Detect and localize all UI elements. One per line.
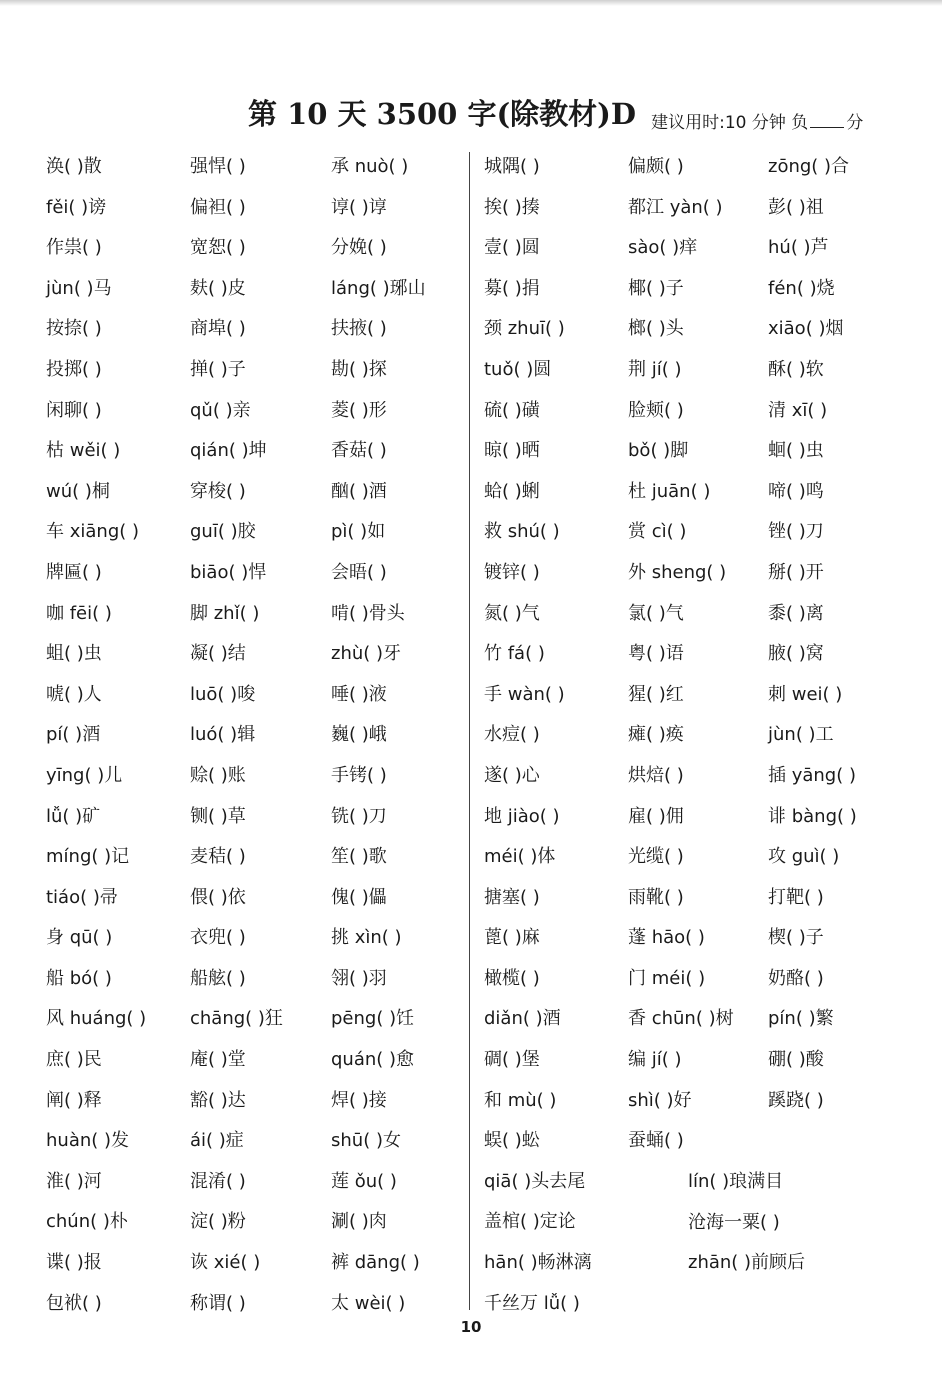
exercise-item: 豁( )达 <box>190 1089 246 1111</box>
exercise-item: pēng( )饪 <box>331 1008 415 1030</box>
exercise-item: 穿梭( ) <box>190 480 246 502</box>
exercise-item: 唬( )人 <box>46 683 102 705</box>
exercise-item: chāng( )狂 <box>190 1008 283 1030</box>
exercise-item: 搪塞( ) <box>484 886 540 908</box>
exercise-item: 光缆( ) <box>628 846 684 868</box>
column-6 <box>768 147 857 1121</box>
exercise-item: 裤 dāng( ) <box>331 1252 420 1274</box>
exercise-item: 蛆( )虫 <box>46 643 102 665</box>
exercise-item: sào( )痒 <box>628 237 698 259</box>
exercise-item: 手 wàn( ) <box>484 683 565 705</box>
exercise-item: 烘焙( ) <box>628 764 684 786</box>
exercise-item: 赊( )账 <box>190 764 246 786</box>
exercise-item: hān( )畅淋漓 <box>484 1252 592 1274</box>
exercise-item: chún( )朴 <box>46 1211 128 1233</box>
exercise-item: 偎( )依 <box>190 886 246 908</box>
exercise-item: 榔( )头 <box>628 318 684 340</box>
page-header <box>248 92 938 132</box>
exercise-item: 淮( )河 <box>46 1170 102 1192</box>
exercise-item: 蓬 hāo( ) <box>628 927 705 949</box>
exercise-item: 镀锌( ) <box>484 561 540 583</box>
exercise-item: 焊( )接 <box>331 1089 387 1111</box>
exercise-item: 分娩( ) <box>331 237 387 259</box>
exercise-item: 橄榄( ) <box>484 967 540 989</box>
exercise-item: 衣兜( ) <box>190 927 246 949</box>
exercise-item: 淀( )粉 <box>190 1211 246 1233</box>
exercise-item: 蹊跷( ) <box>768 1089 824 1111</box>
exercise-item: 挑 xìn( ) <box>331 927 402 949</box>
exercise-item: 颈 zhuī( ) <box>484 318 565 340</box>
exercise-item: 风 huáng( ) <box>46 1008 147 1030</box>
exercise-item: 扶掖( ) <box>331 318 387 340</box>
exercise-item: 彭( )祖 <box>768 196 824 218</box>
exercise-item: 手铐( ) <box>331 764 387 786</box>
exercise-item: qián( )坤 <box>190 440 267 462</box>
exercise-item: 会晤( ) <box>331 561 387 583</box>
exercise-item: 蛔( )虫 <box>768 440 824 462</box>
exercise-item: 蛤( )蜊 <box>484 480 540 502</box>
exercise-item: tiáo( )帚 <box>46 886 118 908</box>
exercise-item: 杜 juān( ) <box>628 480 711 502</box>
exercise-item: 称谓( ) <box>190 1292 246 1314</box>
exercise-item: 城隅( ) <box>484 156 540 177</box>
exercise-item: 猩( )红 <box>628 683 684 705</box>
exercise-item: 晾( )晒 <box>484 440 540 462</box>
column-3 <box>331 147 426 1324</box>
exercise-item: zōng( )合 <box>768 156 850 177</box>
exercise-item: 插 yāng( ) <box>768 764 857 786</box>
exercise-item: pín( )繁 <box>768 1008 834 1030</box>
exercise-item: 咖 fēi( ) <box>46 602 112 624</box>
exercise-item: 谆( )谆 <box>331 196 387 218</box>
exercise-item: 混淆( ) <box>190 1170 246 1192</box>
exercise-item: 阐( )释 <box>46 1089 102 1111</box>
exercise-item: 水痘( ) <box>484 724 540 746</box>
exercise-item: 挨( )揍 <box>484 196 540 218</box>
exercise-item: 莲 ǒu( ) <box>331 1170 397 1192</box>
column-divider <box>469 152 470 1310</box>
exercise-item: 巍( )峨 <box>331 724 387 746</box>
exercise-item: guī( )胶 <box>190 521 256 543</box>
exercise-item: xiāo( )烟 <box>768 318 844 340</box>
exercise-item: 涣( )散 <box>46 156 102 177</box>
exercise-item: 车 xiāng( ) <box>46 521 140 543</box>
exercise-item: wú( )桐 <box>46 480 110 502</box>
exercise-item: huàn( )发 <box>46 1130 130 1152</box>
score-blank[interactable] <box>810 113 844 128</box>
column-5 <box>628 147 734 1162</box>
exercise-item: 编 jí( ) <box>628 1049 682 1071</box>
exercise-item: 酥( )软 <box>768 358 824 380</box>
exercise-item: 酗( )酒 <box>331 480 387 502</box>
exercise-item: 麸( )皮 <box>190 277 246 299</box>
exercise-item: 承 nuò( ) <box>331 156 409 177</box>
exercise-item: 香 chūn( )树 <box>628 1008 734 1030</box>
exercise-item: yīng( )儿 <box>46 764 123 786</box>
exercise-item: 翎( )羽 <box>331 967 387 989</box>
idiom-item: lín( )琅满目 <box>688 1171 784 1192</box>
exercise-item: 椰( )子 <box>628 277 684 299</box>
exercise-item: 脚 zhǐ( ) <box>190 602 260 624</box>
exercise-item: 谍( )报 <box>46 1252 102 1274</box>
exercise-item: 门 méi( ) <box>628 967 706 989</box>
time-suggestion <box>651 113 863 133</box>
exercise-item: míng( )记 <box>46 846 130 868</box>
exercise-item: ái( )症 <box>190 1130 244 1152</box>
exercise-item: 笙( )歌 <box>331 846 387 868</box>
exercise-item: 锉( )刀 <box>768 521 824 543</box>
exercise-item: fěi( )谤 <box>46 196 107 218</box>
idiom-item: zhān( )前顾后 <box>688 1252 806 1273</box>
exercise-item: 壹( )圆 <box>484 237 540 259</box>
exercise-item: 雨靴( ) <box>628 886 684 908</box>
exercise-item: 盖棺( )定论 <box>484 1211 576 1233</box>
exercise-item: pí( )酒 <box>46 724 101 746</box>
exercise-item: 都江 yàn( ) <box>628 196 723 218</box>
exercise-item: 麦秸( ) <box>190 846 246 868</box>
exercise-item: láng( )琊山 <box>331 277 426 299</box>
exercise-item: 打靶( ) <box>768 886 824 908</box>
exercise-item: 氮( )气 <box>484 602 540 624</box>
exercise-item: 竹 fá( ) <box>484 643 545 665</box>
exercise-item: 外 sheng( ) <box>628 561 727 583</box>
exercise-item: 宽恕( ) <box>190 237 246 259</box>
page-number: 10 <box>460 1318 482 1336</box>
exercise-item: 清 xī( ) <box>768 399 828 421</box>
exercise-item: 瘫( )痪 <box>628 724 684 746</box>
exercise-item: 掸( )子 <box>190 358 246 380</box>
exercise-item: 太 wèi( ) <box>331 1292 406 1314</box>
exercise-item: 啃( )骨头 <box>331 602 405 624</box>
exercise-item: 作祟( ) <box>46 237 102 259</box>
exercise-item: 诽 bàng( ) <box>768 805 857 827</box>
exercise-item: 唾( )液 <box>331 683 387 705</box>
exercise-item: diǎn( )酒 <box>484 1008 561 1030</box>
idiom-item: 沧海一粟( ) <box>688 1212 780 1233</box>
exercise-item: 诙 xié( ) <box>190 1252 261 1274</box>
exercise-item: 碉( )堡 <box>484 1049 540 1071</box>
exercise-item: 蚕蛹( ) <box>628 1130 684 1152</box>
suggestion-text: 建议用时:10 分钟 负 <box>651 113 809 133</box>
exercise-item: 蓖( )麻 <box>484 927 540 949</box>
exercise-item: 枯 wěi( ) <box>46 440 121 462</box>
exercise-item: quán( )愈 <box>331 1049 415 1071</box>
exercise-item: 按捺( ) <box>46 318 102 340</box>
column-2 <box>190 147 283 1324</box>
exercise-item: 强悍( ) <box>190 156 246 177</box>
exercise-item: 涮( )肉 <box>331 1211 387 1233</box>
exercise-item: 粤( )语 <box>628 643 684 665</box>
exercise-item: luō( )唆 <box>190 683 256 705</box>
exercise-item: 庶( )民 <box>46 1049 102 1071</box>
exercise-item: 闲聊( ) <box>46 399 102 421</box>
exercise-item: 黍( )离 <box>768 602 824 624</box>
exercise-item: biāo( )悍 <box>190 561 267 583</box>
exercise-item: 荆 jí( ) <box>628 358 682 380</box>
score-suffix: 分 <box>846 113 864 133</box>
exercise-item: 硼( )酸 <box>768 1049 824 1071</box>
exercise-item: 脸颊( ) <box>628 399 684 421</box>
exercise-item: 投掷( ) <box>46 358 102 380</box>
exercise-item: 氯( )气 <box>628 602 684 624</box>
exercise-item: 香菇( ) <box>331 440 387 462</box>
exercise-item: jùn( )工 <box>768 724 834 746</box>
top-edge-shadow <box>0 0 942 6</box>
exercise-item: 偏袒( ) <box>190 196 246 218</box>
exercise-item: 刺 wei( ) <box>768 683 843 705</box>
exercise-item: 船 bó( ) <box>46 967 112 989</box>
exercise-item: 赏 cì( ) <box>628 521 687 543</box>
exercise-item: 包袱( ) <box>46 1292 102 1314</box>
exercise-item: 攻 guì( ) <box>768 846 840 868</box>
exercise-item: zhù( )牙 <box>331 643 402 665</box>
exercise-item: 身 qū( ) <box>46 927 113 949</box>
exercise-item: 腋( )窝 <box>768 643 824 665</box>
exercise-item: qǔ( )亲 <box>190 399 251 421</box>
exercise-item: 菱( )形 <box>331 399 387 421</box>
exercise-item: 啼( )鸣 <box>768 480 824 502</box>
exercise-item: hú( )芦 <box>768 237 829 259</box>
exercise-item: shì( )好 <box>628 1089 692 1111</box>
exercise-item: 千丝万 lǚ( ) <box>484 1292 580 1314</box>
exercise-item: 蜈( )蚣 <box>484 1130 540 1152</box>
exercise-item: shū( )女 <box>331 1130 401 1152</box>
exercise-item: 和 mù( ) <box>484 1089 557 1111</box>
exercise-item: 勘( )探 <box>331 358 387 380</box>
exercise-item: 商埠( ) <box>190 318 246 340</box>
exercise-item: pì( )如 <box>331 521 386 543</box>
exercise-item: 铡( )草 <box>190 805 246 827</box>
exercise-item: lǚ( )矿 <box>46 805 101 827</box>
exercise-item: 雇( )佣 <box>628 805 684 827</box>
exercise-item: 傀( )儡 <box>331 886 387 908</box>
exercise-item: 募( )捐 <box>484 277 540 299</box>
exercise-item: 凝( )结 <box>190 643 246 665</box>
exercise-item: 地 jiào( ) <box>484 805 560 827</box>
exercise-item: 偏颇( ) <box>628 156 684 177</box>
exercise-item: fén( )烧 <box>768 277 835 299</box>
exercise-item: 船舷( ) <box>190 967 246 989</box>
exercise-item: 遂( )心 <box>484 764 540 786</box>
exercise-item: tuǒ( )圆 <box>484 358 552 380</box>
exercise-item: 铣( )刀 <box>331 805 387 827</box>
column-1 <box>46 147 146 1324</box>
exercise-item: 硫( )磺 <box>484 399 540 421</box>
exercise-item: luó( )辑 <box>190 724 256 746</box>
exercise-item: 楔( )子 <box>768 927 824 949</box>
exercise-item: méi( )体 <box>484 846 556 868</box>
exercise-item: 奶酪( ) <box>768 967 824 989</box>
exercise-item: 庵( )堂 <box>190 1049 246 1071</box>
exercise-item: 救 shú( ) <box>484 521 560 543</box>
exercise-item: 掰( )开 <box>768 561 824 583</box>
exercise-item: 牌匾( ) <box>46 561 102 583</box>
exercise-item: qiā( )头去尾 <box>484 1170 586 1192</box>
exercise-item: bǒ( )脚 <box>628 440 689 462</box>
page-title: 第 10 天 3500 字(除教材)D <box>248 97 637 131</box>
exercise-item: jùn( )马 <box>46 277 112 299</box>
column-4 <box>484 147 592 1324</box>
